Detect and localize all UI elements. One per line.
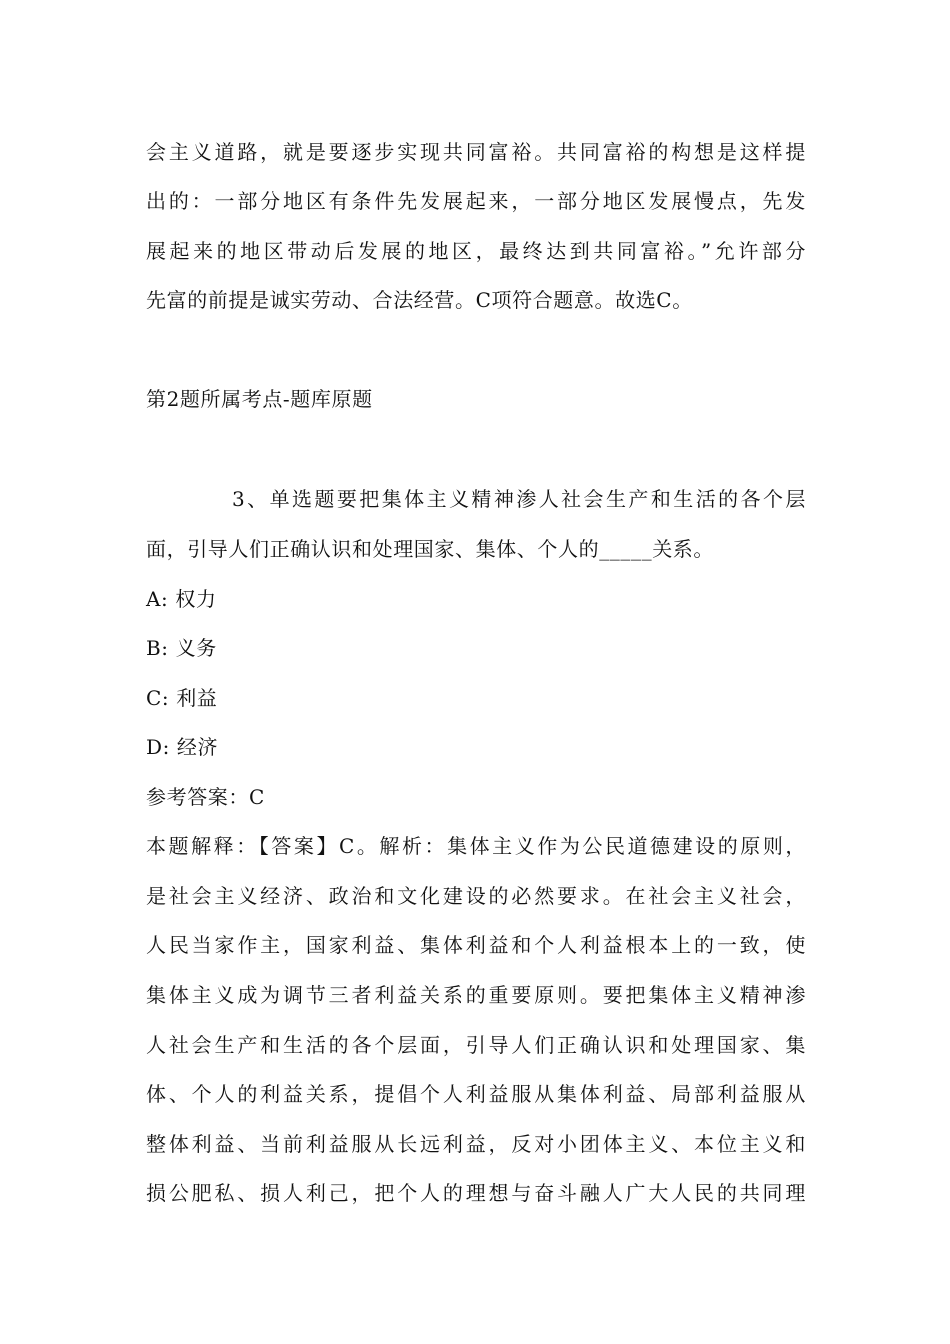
q3-explanation-line-7: 整体利益、当前利益服从长远利益，反对小团体主义、本位主义和 [146,1132,806,1156]
q3-explanation-line-6: 体、个人的利益关系，提倡个人利益服从集体利益、局部利益服从 [146,1082,806,1106]
q2-source-label: 第2题所属考点-题库原题 [146,387,373,411]
q3-answer: 参考答案：C [146,785,265,809]
q3-explanation-line-1: 本题解释：【答案】C。解析：集体主义作为公民道德建设的原则， [146,834,806,858]
q3-option-b: B: 义务 [146,636,217,660]
prev-explanation-line-4: 先富的前提是诚实劳动、合法经营。C项符合题意。故选C。 [146,288,693,312]
prev-explanation-line-2: 出的：一部分地区有条件先发展起来，一部分地区发展慢点，先发 [146,189,806,213]
q3-stem-line-2: 面，引导人们正确认识和处理国家、集体、个人的_____关系。 [146,537,714,561]
prev-explanation-line-1: 会主义道路，就是要逐步实现共同富裕。共同富裕的构想是这样提 [146,140,806,164]
q3-explanation-line-8: 损公肥私、损人利己，把个人的理想与奋斗融人广大人民的共同理 [146,1181,806,1205]
q3-explanation-line-3: 人民当家作主，国家利益、集体利益和个人利益根本上的一致，使 [146,933,806,957]
q3-stem-line-1: 3、单选题要把集体主义精神渗人社会生产和生活的各个层 [232,487,806,511]
q3-option-d: D: 经济 [146,735,219,759]
q3-option-a: A: 权力 [146,587,217,611]
q3-option-c: C: 利益 [146,686,218,710]
prev-explanation-line-3: 展起来的地区带动后发展的地区，最终达到共同富裕。”允许部分 [146,239,806,263]
q3-explanation-line-4: 集体主义成为调节三者利益关系的重要原则。要把集体主义精神渗 [146,983,806,1007]
q3-explanation-line-2: 是社会主义经济、政治和文化建设的必然要求。在社会主义社会， [146,884,806,908]
q3-explanation-line-5: 人社会生产和生活的各个层面，引导人们正确认识和处理国家、集 [146,1033,806,1057]
